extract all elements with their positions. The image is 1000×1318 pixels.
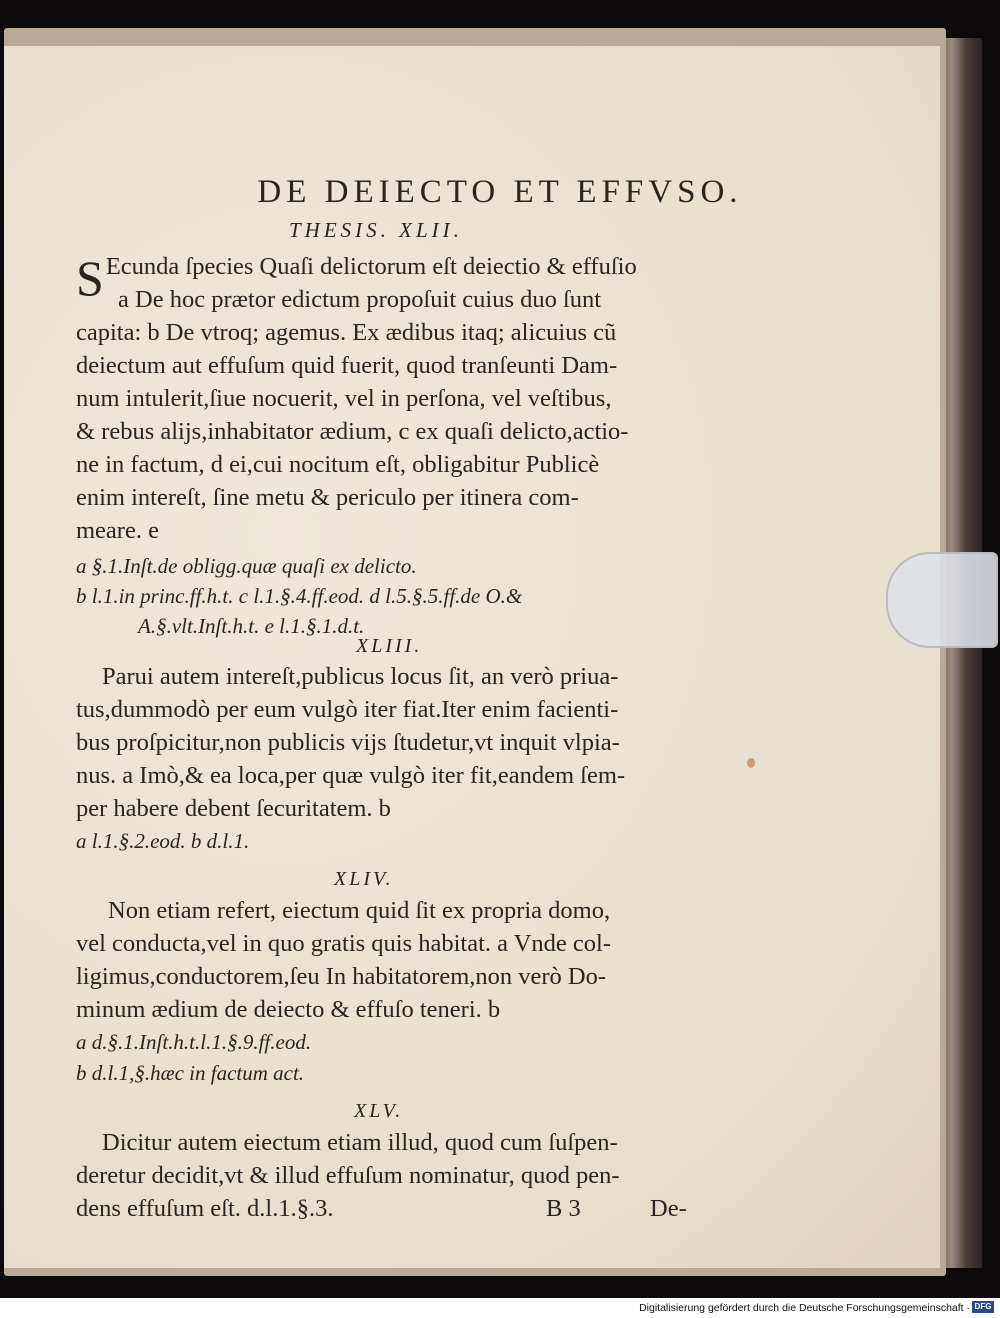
bookmark-clip bbox=[886, 552, 998, 648]
sec45-line-3: dens effuſum eſt. d.l.1.§.3. bbox=[76, 1195, 334, 1222]
thesis42-line-3: capita: b De vtroq; agemus. Ex ædibus itaq; alicuius cũ bbox=[76, 319, 617, 346]
sec44-note-2: b d.l.1,§.hæc in factum act. bbox=[76, 1061, 305, 1085]
section-44-label: XLIV. bbox=[334, 868, 394, 890]
sec43-note-1: a l.1.§.2.eod. b d.l.1. bbox=[76, 829, 250, 853]
thesis42-line-5: num intulerit,ſiue nocuerit, vel in perſona, vel veſtibus, bbox=[76, 385, 612, 412]
thesis-label: THESIS. XLII. bbox=[289, 218, 463, 242]
thesis42-line-4: deiectum aut effuſum quid fuerit, quod tranſeunti Dam- bbox=[76, 352, 618, 379]
signature-mark: B 3 bbox=[546, 1195, 581, 1222]
page-title: DE DEIECTO ET EFFVSO. bbox=[257, 174, 743, 210]
sec43-line-3: bus proſpicitur,non publicis vijs ſtudetur,vt inquit vlpia- bbox=[76, 729, 620, 756]
book-edge bbox=[942, 38, 982, 1268]
section-45-label: XLV. bbox=[354, 1100, 404, 1122]
book-page bbox=[4, 46, 940, 1268]
thesis42-note-1: a §.1.Inſt.de obligg.quæ quaſi ex delicto. bbox=[76, 554, 417, 578]
thesis42-line-1: S Ecunda ſpecies Quaſi delictorum eſt deiectio & effuſio bbox=[76, 250, 637, 306]
sec44-line-3: ligimus,conductorem,ſeu In habitatorem,non verò Do- bbox=[76, 963, 607, 990]
thesis42-note-3: A.§.vlt.Inſt.h.t. e l.1.§.1.d.t. bbox=[138, 614, 365, 638]
thesis42-line-6: & rebus alijs,inhabitator ædium, c ex quaſi delicto,actio- bbox=[76, 418, 629, 445]
sec44-line-4: minum ædium de deiecto & effuſo teneri. b bbox=[76, 996, 501, 1023]
sec44-line-2: vel conducta,vel in quo gratis quis habitat. a Vnde col- bbox=[76, 930, 612, 957]
thesis42-line-9: meare. e bbox=[76, 517, 159, 544]
catchword: De- bbox=[650, 1195, 687, 1222]
sec44-line-1: Non etiam refert, eiectum quid ſit ex propria domo, bbox=[108, 897, 611, 924]
thesis42-note-2: b l.1.in princ.ff.h.t. c l.1.§.4.ff.eod. d l.5.§.5.ff.de O.& bbox=[76, 584, 523, 608]
thesis42-line-8: enim intereſt, ſine metu & periculo per itinera com- bbox=[76, 484, 579, 511]
sec43-line-2: tus,dummodò per eum vulgò iter fiat.Iter enim facienti- bbox=[76, 696, 619, 723]
sec43-line-1: Parui autem intereſt,publicus locus ſit, an verò priua- bbox=[102, 663, 619, 690]
sec45-line-1: Dicitur autem eiectum etiam illud, quod cum ſuſpen- bbox=[102, 1129, 618, 1156]
footer-credit: Digitalisierung gefördert durch die Deutsche Forschungsgemeinschaft · bbox=[639, 1302, 970, 1314]
sec43-line-5: per habere debent ſecuritatem. b bbox=[76, 795, 391, 822]
dfg-logo-icon: DFG bbox=[972, 1301, 994, 1313]
paper-stain bbox=[747, 758, 755, 768]
thesis42-line-7: ne in factum, d ei,cui nocitum eſt, obligabitur Publicè bbox=[76, 451, 600, 478]
sec44-note-1: a d.§.1.Inſt.h.t.l.1.§.9.ff.eod. bbox=[76, 1030, 312, 1054]
section-43-label: XLIII. bbox=[356, 635, 423, 657]
sec43-line-4: nus. a Imò,& ea loca,per quæ vulgò iter fit,eandem ſem- bbox=[76, 762, 626, 789]
thesis42-line-2: a De hoc prætor edictum propoſuit cuius duo ſunt bbox=[118, 286, 602, 313]
sec45-line-2: deretur decidit,vt & illud effuſum nominatur, quod pen- bbox=[76, 1162, 620, 1189]
